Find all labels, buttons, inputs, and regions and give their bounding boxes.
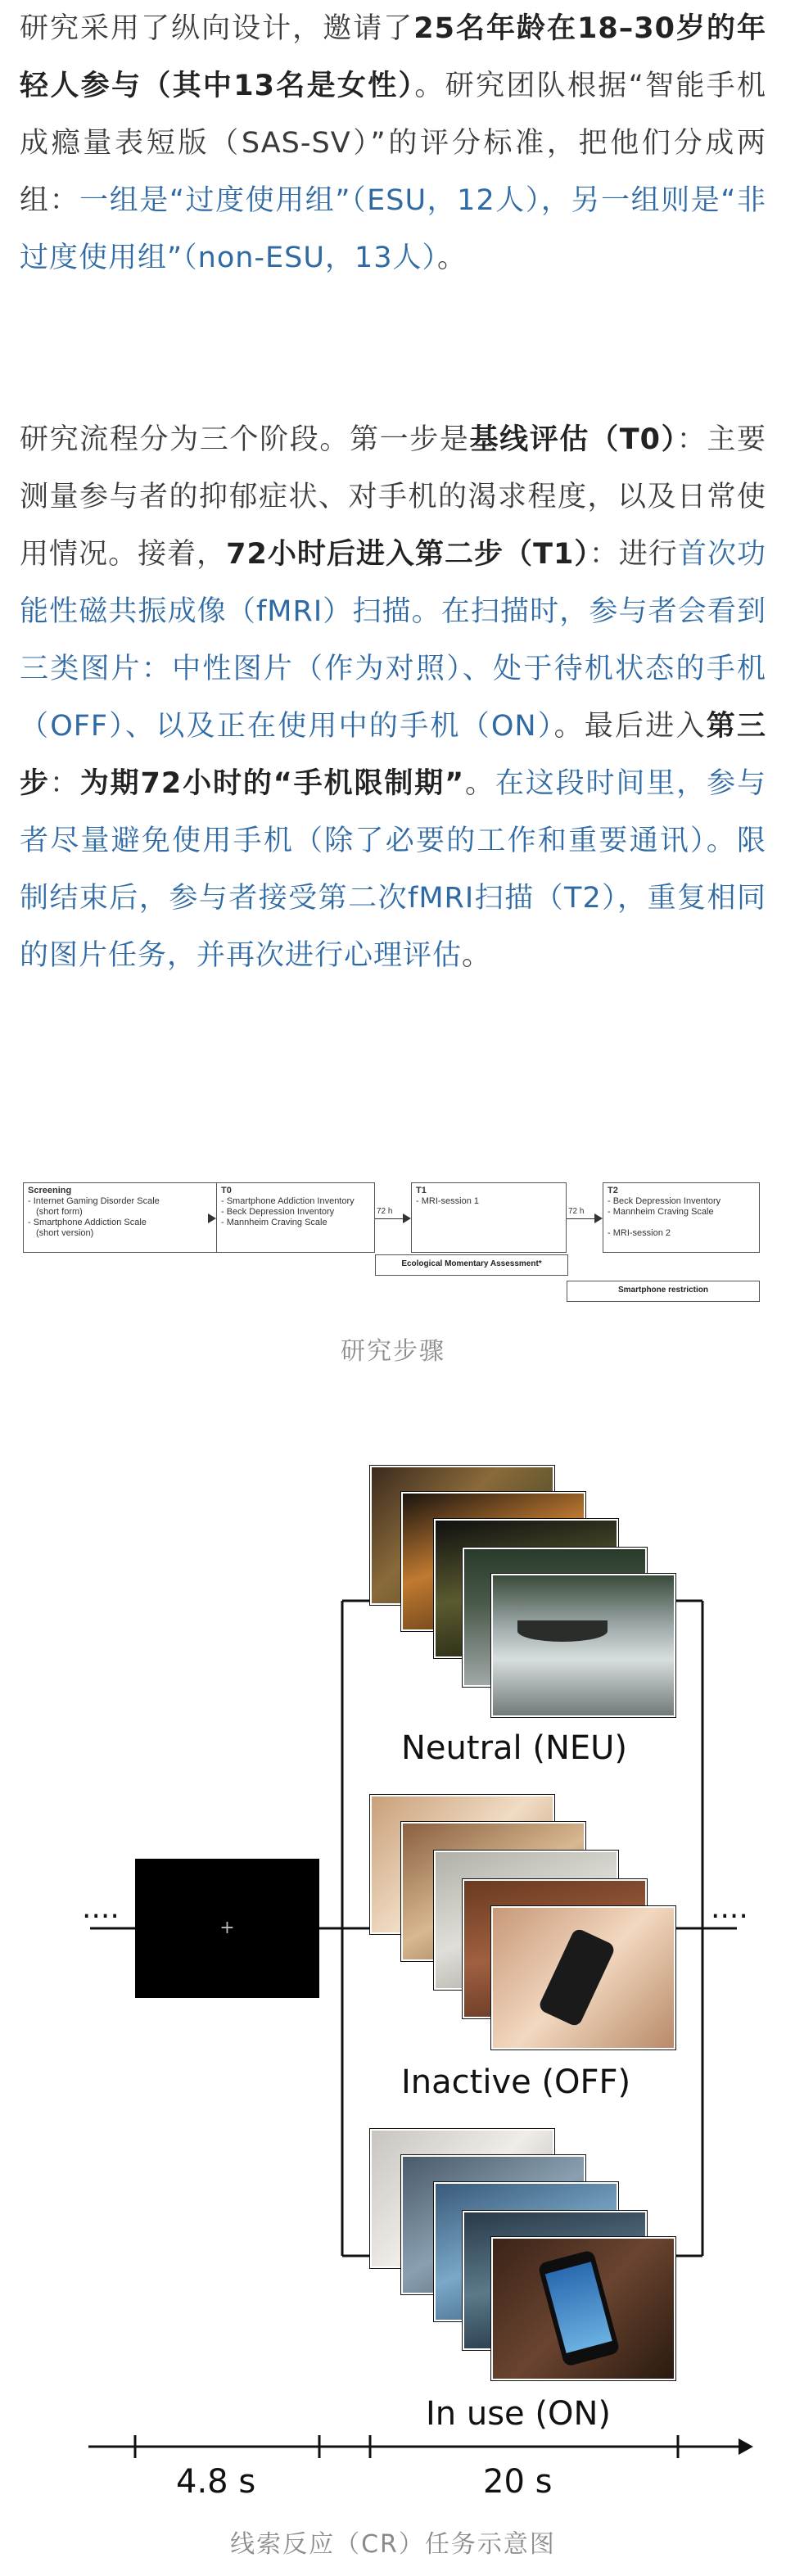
boat-shape	[517, 1620, 608, 1642]
text-run: 。最后进入	[553, 710, 707, 743]
arrow-line	[375, 1218, 404, 1219]
flow-box-t1	[411, 1182, 567, 1253]
time-block: 20 s	[483, 2463, 553, 2501]
fixation-screen	[135, 1859, 319, 1998]
text-run: 。	[462, 939, 492, 972]
text-run: ：进行	[589, 538, 678, 571]
flow-box-line: - Smartphone Addiction Scale	[28, 1218, 147, 1227]
text-run: 。研究团队根据“智能手机成瘾量表短版（SAS-SV）”的评分标准，把他们分成两组：	[20, 70, 766, 217]
bold-baseline: 基线评估（T0）	[469, 423, 677, 456]
highlight-restriction-period: 在这段时间里，参与者尽量避免使用手机（除了必要的工作和重要通讯）。限制结束后，参与者接受第二次fMRI扫描（T2），重复相同的图片任务，并再次进行心理评估	[20, 767, 766, 972]
text-run: 研究流程分为三个阶段。第一步是	[20, 423, 470, 456]
caption-study-steps: 研究步骤	[341, 1337, 445, 1366]
arrow-line	[567, 1218, 596, 1219]
ellipsis-right: ····	[711, 1900, 748, 1933]
study-flowchart	[0, 1179, 786, 1310]
restriction-bar: Smartphone restriction	[567, 1281, 760, 1302]
highlight-fmri: 首次功能性磁共振成像（fMRI）扫描。在扫描时，参与者会看到三类图片：中性图片（作为对照）、处于待机状态的手机（OFF）、以及正在使用中的手机（ON）	[20, 538, 766, 743]
fixation-cross: +	[219, 1918, 235, 1938]
text-run: ：主要测量参与者的抑郁症状、对手机的渴求程度，以及日常使用情况。接着，	[20, 423, 766, 571]
phone-off-icon	[537, 1927, 616, 2028]
label-inactive: Inactive (OFF)	[401, 2063, 631, 2101]
flow-box-line: - MRI-session 2	[608, 1228, 671, 1238]
label-in-use: In use (ON)	[426, 2395, 611, 2433]
arrow-head-icon	[403, 1213, 411, 1223]
ema-bar: Ecological Momentary Assessment*	[375, 1254, 568, 1276]
phone-on-icon	[537, 2249, 620, 2367]
paragraph-procedure	[20, 411, 766, 984]
spacer	[608, 1218, 755, 1228]
bold-restriction: 为期72小时的“手机限制期”	[79, 767, 465, 800]
highlight-groups: 一组是“过度使用组”（ESU，12人），另一组则是“非过度使用组”（non-ESU，13人）	[20, 184, 766, 274]
text-run: 研究采用了纵向设计，邀请了	[20, 12, 414, 45]
flow-box-line: (short form)	[36, 1207, 83, 1217]
cue-reactivity-figure	[0, 1441, 786, 2506]
flow-box-t0	[216, 1182, 375, 1253]
flow-box-line: - Mannheim Craving Scale	[608, 1207, 714, 1217]
flow-box-title: Screening	[28, 1186, 72, 1195]
text-run: 。	[464, 767, 495, 800]
flow-box-line: (short version)	[36, 1228, 94, 1238]
inuse-image-phone	[491, 2237, 675, 2380]
paragraph-study-design	[20, 0, 766, 287]
caption-cue-reactivity: 线索反应（CR）任务示意图	[230, 2530, 556, 2559]
gap-label: 72 h	[377, 1207, 393, 1216]
flow-box-line: - Internet Gaming Disorder Scale	[28, 1196, 160, 1206]
gap-label: 72 h	[568, 1207, 585, 1216]
flow-box-line: - Beck Depression Inventory	[221, 1207, 335, 1217]
bold-step-three: 第三步	[20, 710, 766, 800]
flow-box-screening	[23, 1182, 224, 1253]
label-neutral: Neutral (NEU)	[401, 1729, 628, 1767]
neutral-image-boat	[491, 1574, 675, 1717]
text-run: ：	[49, 767, 80, 800]
flow-box-line: - MRI-session 1	[416, 1196, 480, 1206]
flow-box-title: T0	[221, 1186, 232, 1195]
flow-box-t2	[603, 1182, 760, 1253]
inactive-image-phone	[491, 1906, 675, 2050]
flow-box-line: - Mannheim Craving Scale	[221, 1218, 328, 1227]
bold-participants: 25名年龄在18–30岁的年轻人参与（其中13名是女性）	[20, 12, 766, 102]
flow-box-line: - Beck Depression Inventory	[608, 1196, 721, 1206]
flow-box-line: - Smartphone Addiction Inventory	[221, 1196, 355, 1206]
flow-box-title: T1	[416, 1186, 427, 1195]
time-fixation: 4.8 s	[176, 2463, 256, 2501]
phone-screen	[545, 2262, 612, 2353]
arrow-head-icon	[594, 1213, 603, 1223]
bold-step-two: 72小时后进入第二步（T1）	[226, 538, 590, 571]
arrow-head-icon	[208, 1213, 216, 1223]
ellipsis-left: ····	[82, 1900, 120, 1933]
flow-box-title: T2	[608, 1186, 618, 1195]
text-run: 。	[437, 242, 468, 274]
